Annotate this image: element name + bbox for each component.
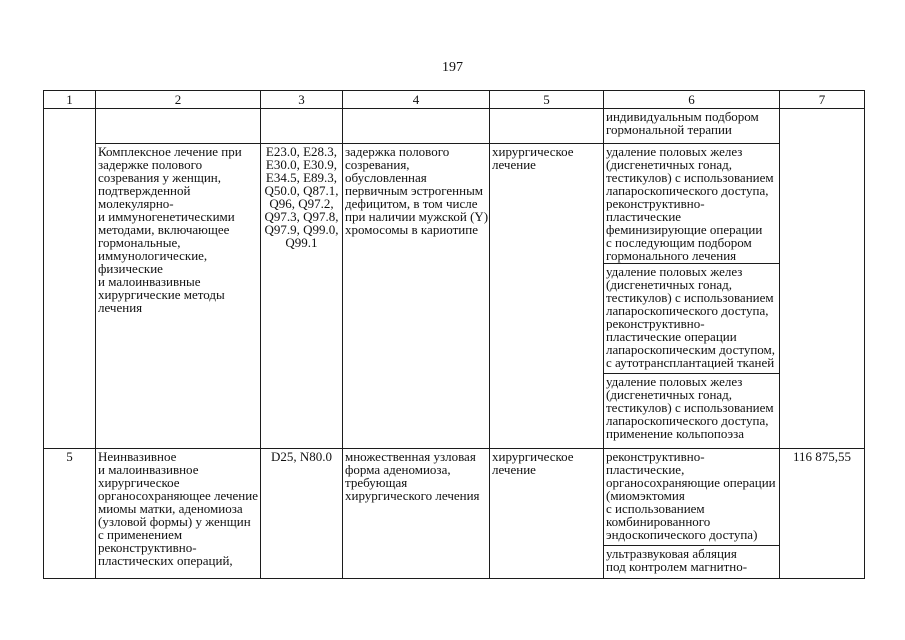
- continuation-row: [44, 109, 865, 144]
- group-cost-cell: [780, 109, 865, 449]
- medical-care-table: [43, 90, 865, 579]
- treatment-method-cell: ультразвуковая абляция под контролем магнитно-: [604, 546, 780, 579]
- treatment-method-cell: реконструктивно- пластические, органосохраняющие операции (миомэктомия с использованием комбинированного эндоскопического доступа): [604, 449, 780, 546]
- table-row: [44, 144, 865, 264]
- column-header-3: 3: [261, 91, 343, 109]
- treatment-method-cell: удаление половых желез (дисгенетичных гонад, тестикулов) с использованием лапароскопического доступа, применение кольпопоэза: [604, 374, 780, 449]
- column-header-5: 5: [490, 91, 604, 109]
- column-header-1: 1: [44, 91, 96, 109]
- table-row: [44, 449, 865, 546]
- continuation-codes-cell: [261, 109, 343, 144]
- treatment-name-cell: Комплексное лечение при задержке полового созревания у женщин, подтвержденной молекулярно- и иммуногенетическими методами, включающее гормональные, иммунологические, физические и малоинвазивные хирургические методы лечения: [96, 144, 261, 449]
- treatment-type-cell: хирургическое лечение: [490, 449, 604, 579]
- page-number: 197: [442, 60, 463, 75]
- row-number-cell: 5: [44, 449, 96, 579]
- column-header-2: 2: [96, 91, 261, 109]
- cost-cell: 116 875,55: [780, 449, 865, 579]
- column-header-4: 4: [343, 91, 490, 109]
- continuation-model-cell: [343, 109, 490, 144]
- table-header-row: [44, 91, 865, 109]
- treatment-method-cell: удаление половых желез (дисгенетичных гонад, тестикулов) с использованием лапароскопического доступа, реконструктивно- пластические операции лапароскопическим доступом, с аутотрансплантацией тканей: [604, 264, 780, 374]
- treatment-type-cell: хирургическое лечение: [490, 144, 604, 449]
- column-header-6: 6: [604, 91, 780, 109]
- icd-codes-cell: E23.0, E28.3, E30.0, E30.9, E34.5, E89.3, Q50.0, Q87.1, Q96, Q97.2, Q97.3, Q97.8, Q97.9, Q99.0, Q99.1: [261, 144, 343, 449]
- treatment-method-cell: удаление половых желез (дисгенетичных гонад, тестикулов) с использованием лапароскопического доступа, реконструктивно- пластические феминизирующие операции с последующим подбором гормонального лечения: [604, 144, 780, 264]
- continuation-treatment-cell: [490, 109, 604, 144]
- continuation-method-cell: индивидуальным подбором гормональной терапии: [604, 109, 780, 144]
- column-header-7: 7: [780, 91, 865, 109]
- group-number-cell: [44, 109, 96, 449]
- continuation-name-cell: [96, 109, 261, 144]
- patient-model-cell: множественная узловая форма аденомиоза, требующая хирургического лечения: [343, 449, 490, 579]
- treatment-name-cell: Неинвазивное и малоинвазивное хирургическое органосохраняющее лечение миомы матки, аденомиоза (узловой формы) у женщин с применением реконструктивно- пластических операций,: [96, 449, 261, 579]
- patient-model-cell: задержка полового созревания, обусловленная первичным эстрогенным дефицитом, в том числе при наличии мужской (Y) хромосомы в кариотипе: [343, 144, 490, 449]
- icd-codes-cell: D25, N80.0: [261, 449, 343, 579]
